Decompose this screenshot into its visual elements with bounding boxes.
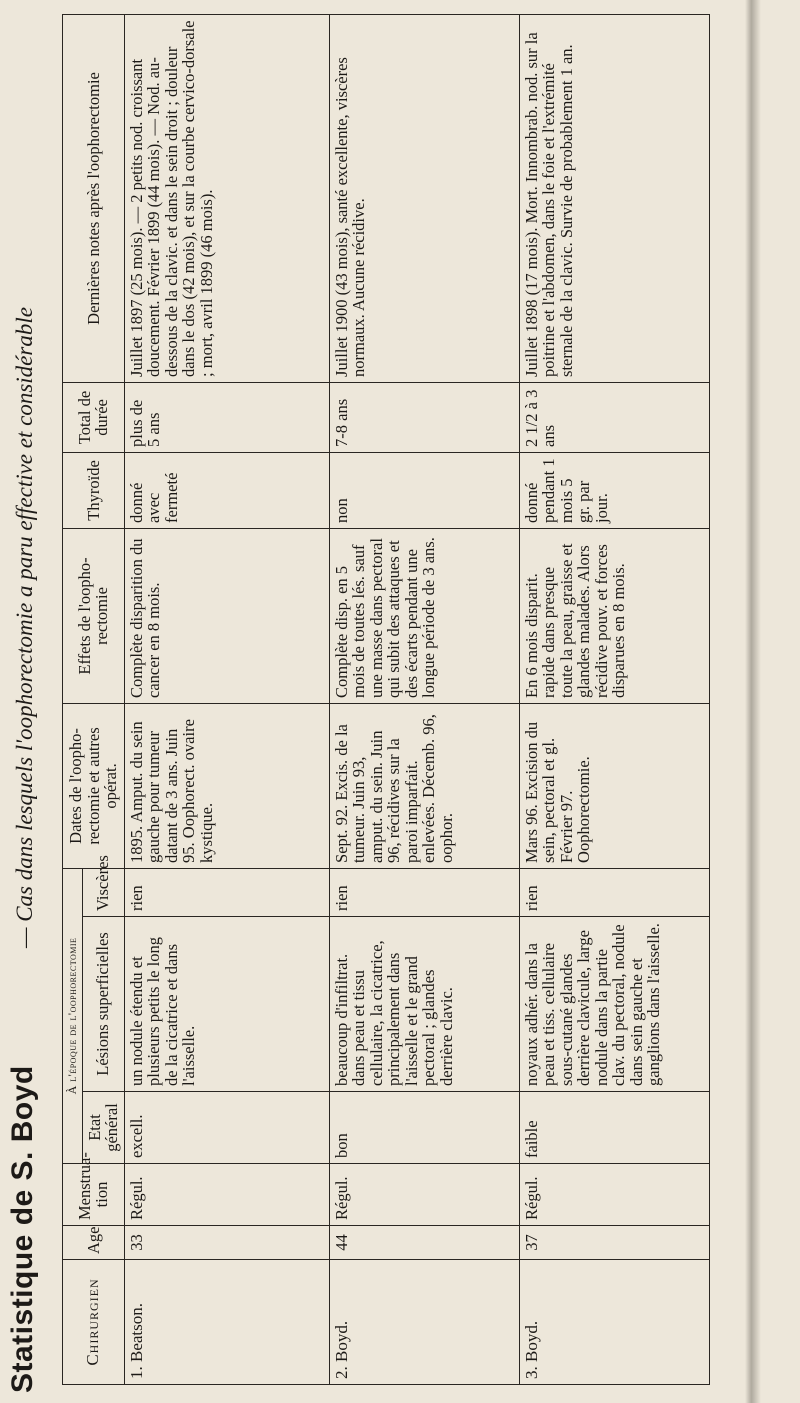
cell-dates: Sept. 92. Excis. de la tumeur. Juin 93, amput. du sein. Juin 96, récidives sur la paroi imparfait. enlevées. Décemb. 96, oophor. <box>329 703 519 868</box>
table-row <box>329 14 519 1384</box>
col-header-group: À l'époque de l'oophorectomie <box>63 868 83 1163</box>
table-header-row <box>63 14 83 1384</box>
cell-etat: faible <box>519 1092 709 1164</box>
col-header-age: Age <box>63 1226 125 1260</box>
col-header-menstruation: Menstrua-tion <box>63 1164 125 1226</box>
cell-duree: plus de 5 ans <box>124 382 329 452</box>
page-subtitle: — Cas dans lesquels l'oophorectomie a paru effective et considérable <box>12 307 37 948</box>
cell-menstruation: Régul. <box>329 1164 519 1226</box>
cell-duree: 2 1/2 à 3 ans <box>519 382 709 452</box>
cell-etat: bon <box>329 1092 519 1164</box>
cell-dates: 1895. Amput. du sein gauche pour tumeur datant de 3 ans. Juin 95. Oophorect. ovaire kystique. <box>124 703 329 868</box>
cell-dates: Mars 96. Excision du sein, pectoral et gl. Février 97. Oophorectomie. <box>519 703 709 868</box>
cell-thyroide: non <box>329 452 519 528</box>
cell-effets: En 6 mois disparit. rapide dans presque toute la peau, graisse et glandes malades. Alors récidive pouv. et forces disparues en 8 mois. <box>519 528 709 703</box>
cell-visceres: rien <box>519 868 709 916</box>
cell-effets: Complète disparition du cancer en 8 mois. <box>124 528 329 703</box>
cell-age: 37 <box>519 1226 709 1260</box>
col-header-thyroide: Thyroïde <box>63 452 125 528</box>
col-header-surgeon: Chirurgien <box>63 1260 125 1385</box>
page-title: Statistique de S. Boyd <box>6 1065 39 1393</box>
cell-lesions: un nodule étendu et plusieurs petits le long de la cicatrice et dans l'aisselle. <box>124 917 329 1092</box>
table-row <box>519 14 709 1384</box>
cell-surgeon: 1. Beatson. <box>124 1260 329 1385</box>
col-header-duree: Total de durée <box>63 382 125 452</box>
col-header-etat: Etat général <box>82 1092 124 1164</box>
cell-age: 44 <box>329 1226 519 1260</box>
cell-lesions: noyaux adhér. dans la peau et tiss. cellulaire sous-cutané glandes derrière clavicule, large nodule dans la partie clav. du pectoral, nodule dans sein gauche et ganglions dans l'aisselle. <box>519 917 709 1092</box>
col-header-dates: Dates de l'oopho-rectomie et autres opérat. <box>63 703 125 868</box>
page-gutter-shadow <box>745 0 761 1403</box>
statistics-table <box>62 14 710 1385</box>
cell-effets: Complète disp. en 5 mois de toutes lés. sauf une masse dans pectoral qui subit des attaques et des écarts pendant une longue période de 3 ans. <box>329 528 519 703</box>
cell-surgeon: 3. Boyd. <box>519 1260 709 1385</box>
cell-notes: Juillet 1900 (43 mois), santé excellente, viscères normaux. Aucune récidive. <box>329 14 519 382</box>
cell-duree: 7-8 ans <box>329 382 519 452</box>
table-row <box>124 14 329 1384</box>
cell-notes: Juillet 1898 (17 mois). Mort. Innombrab. nod. sur la poitrine et l'abdomen, dans le foie et l'extrémité sternale de la clavic. Survie de probablement 1 an. <box>519 14 709 382</box>
cell-menstruation: Régul. <box>124 1164 329 1226</box>
col-header-notes: Dernières notes après l'oophorectomie <box>63 14 125 382</box>
cell-lesions: beaucoup d'infiltrat. dans peau et tissu cellulaire, la cicatrice, principalement dans l'aisselle et le grand pectoral ; glandes derrière clavic. <box>329 917 519 1092</box>
col-header-lesions: Lésions superficielles <box>82 917 124 1092</box>
col-header-visceres: Viscères <box>82 868 124 916</box>
cell-menstruation: Régul. <box>519 1164 709 1226</box>
col-header-effets: Effets de l'oopho-rectomie <box>63 528 125 703</box>
running-header <box>0 0 58 1403</box>
cell-etat: excell. <box>124 1092 329 1164</box>
cell-age: 33 <box>124 1226 329 1260</box>
cell-visceres: rien <box>124 868 329 916</box>
cell-surgeon: 2. Boyd. <box>329 1260 519 1385</box>
cell-visceres: rien <box>329 868 519 916</box>
cell-thyroide: donné avec fermeté <box>124 452 329 528</box>
cell-notes: Juillet 1897 (25 mois). — 2 petits nod. croissant doucement. Février 1899 (44 mois). — Nod. au-dessous de la clavic. et dans le sein droit ; douleur dans le dos (42 mois), et sur la courbe cervico-dorsale ; mort, avril 1899 (46 mois). <box>124 14 329 382</box>
cell-thyroide: donné pendant 1 mois 5 gr. par jour. <box>519 452 709 528</box>
